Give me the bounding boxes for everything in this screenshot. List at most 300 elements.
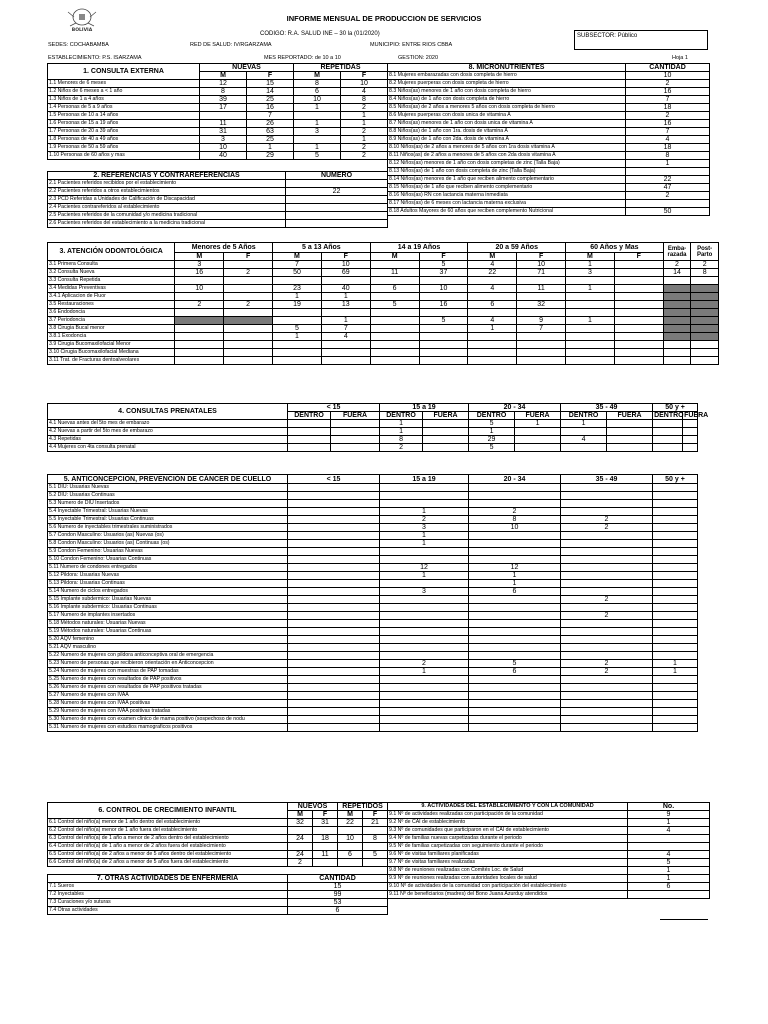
cell-value: 2 [224,269,273,277]
row-label: 6.5 Control del niño(a) de 2 años a menor de 5 años dentro del establecimiento [48,851,288,859]
cell-value: 5 [628,859,710,867]
s4-fuera: FUERA [331,412,380,420]
table-row [388,168,710,176]
cell-value: 4 [628,851,710,859]
cell-value [469,612,561,620]
cell-value [561,684,653,692]
row-label: 8.1 Mujeres embarazadas con dosis completa de hierro [388,72,626,80]
s9-no: No. [628,803,710,811]
table-row [48,144,388,152]
s6-f: F [363,811,388,819]
cell-value [653,700,698,708]
cell-value [288,843,313,851]
cell-value [224,349,273,357]
cell-value: 69 [321,269,370,277]
cell-value [380,620,469,628]
row-label: 5.24 Numero de mujeres con muestras de PAP tomadas [48,668,288,676]
cell-value [561,540,653,548]
cell-value [380,596,469,604]
cell-value [224,317,273,325]
cell-value [331,428,380,436]
cell-value: 2 [341,152,388,160]
cell-value [653,708,698,716]
cell-value: 10 [626,72,710,80]
cell-value: 1 [321,317,370,325]
cell-value: 7 [626,128,710,136]
cell-value [517,349,566,357]
cell-value [288,628,380,636]
cell-value [419,277,468,285]
actividades-table [387,802,710,899]
cell-value [653,636,698,644]
cell-value: 7 [517,325,566,333]
row-label: 7.2 Inyectables [48,891,288,899]
cell-value: 11 [517,285,566,293]
cell-value: 1 [294,104,341,112]
cell-value: 2 [663,261,691,269]
cell-value: 5 [273,325,322,333]
cell-value [653,428,683,436]
cell-value: 3 [200,136,247,144]
s7-title: 7. OTRAS ACTIVIDADES DE ENFERMERIA [48,875,288,883]
cell-value: 3 [175,261,224,269]
cell-value: 3 [380,524,469,532]
cell-value [288,516,380,524]
cell-value: 2 [288,859,313,867]
row-label: 4.4 Mujeres con 4ta consulta prenatal [48,444,288,452]
row-label: 5.19 Métodos naturales: Usuarias Continuas [48,628,288,636]
row-label: 3.1 Primera Consulta [48,261,175,269]
table-row [388,136,710,144]
cell-value: 5 [469,444,515,452]
cell-value: 1 [380,420,423,428]
cell-value [175,309,224,317]
cell-value [286,212,388,220]
row-label: 3.2 Consulta Nueva [48,269,175,277]
cell-value [380,708,469,716]
cell-value [653,644,698,652]
cell-value [288,636,380,644]
row-label: 3.8 Cirugia Bucal menor [48,325,175,333]
cell-value [653,628,698,636]
cell-value: 12 [200,80,247,88]
s8-title: 8. MICRONUTRIENTES [388,64,626,72]
cell-value [469,532,561,540]
cell-value: 1 [626,160,710,168]
cell-value [566,293,615,301]
s4-rows [48,420,698,452]
cell-value [653,684,698,692]
s4-group-0: < 15 [288,404,380,412]
table-row [48,899,388,907]
row-label: 7.4 Otras actividades [48,907,288,915]
cell-value [224,333,273,341]
table-row [48,96,388,104]
cell-value: 5 [363,851,388,859]
cell-value: 18 [626,144,710,152]
table-row [48,708,698,716]
cell-value [423,428,469,436]
cell-value [653,580,698,588]
table-row [388,875,710,883]
cell-value: 22 [286,188,388,196]
cell-value [561,428,607,436]
cell-value [469,644,561,652]
cell-value: 16 [419,301,468,309]
cell-value: 1 [380,540,469,548]
cell-value [288,524,380,532]
cell-value [224,285,273,293]
cell-value [288,652,380,660]
cell-value: 26 [247,120,294,128]
cell-value [370,325,419,333]
s4-group-3: 35 - 49 [561,404,653,412]
cell-value: 23 [273,285,322,293]
s1-m: M [200,72,247,80]
cell-value [653,444,683,452]
cell-value: 1 [468,325,517,333]
cell-value [273,277,322,285]
cell-value [626,200,710,208]
cell-value [380,652,469,660]
cell-value: 1 [628,819,710,827]
s6-m: M [338,811,363,819]
table-row [388,200,710,208]
table-row [48,333,719,341]
cell-value [423,420,469,428]
s6-f: F [313,811,338,819]
cell-value [288,827,313,835]
cell-value [380,644,469,652]
cell-value [313,859,338,867]
cell-value: 50 [626,208,710,216]
cell-value [286,220,388,228]
table-row [48,180,388,188]
row-label: 9.10 Nº de actividades de la comunidad con participación del establecimiento [388,883,628,891]
row-label: 5.9 Condon Femenino: Usuarias Nuevas [48,548,288,556]
cell-value [607,444,653,452]
cell-value: 12 [380,564,469,572]
cell-value [286,180,388,188]
cell-value [561,580,653,588]
cell-value [515,428,561,436]
table-row [48,500,698,508]
establecimiento-label: ESTABLECIMIENTO: P.S. ISARZAMA [48,55,142,61]
cell-value: 9 [628,811,710,819]
cell-value [653,564,698,572]
row-label: 1.7 Personas de 20 a 39 años [48,128,200,136]
row-label: 1.4 Personas de 5 a 9 años [48,104,200,112]
cell-value [517,293,566,301]
s4-dentro: DENTRO [469,412,515,420]
cell-value [663,309,691,317]
cell-value: 1 [380,428,423,436]
cell-value [331,444,380,452]
s2-numero: NUMERO [286,172,388,180]
cell-value [653,500,698,508]
row-label: 5.7 Condon Masculino: Usuarios (as) Nuevas (os) [48,532,288,540]
row-label: 8.5 Niños(as) de 2 años a menores 5 años con dosis completa de hierro [388,104,626,112]
cell-value: 1 [341,136,388,144]
table-row [48,532,698,540]
table-row [48,692,698,700]
row-label: 8.10 Niños(as) de 2 años a menores de 5 años con 1ra dosis vitamina A [388,144,626,152]
cell-value [561,564,653,572]
table-row [48,524,698,532]
table-row [388,88,710,96]
row-label: 9.11 Nº de beneficiarios (madres) del Bono Juana Azurduy atendidos [388,891,628,899]
row-label: 5.21 AQV masculino [48,644,288,652]
cell-value: 10 [175,285,224,293]
cell-value: 8 [363,835,388,843]
cell-value: 2 [561,660,653,668]
table-row [48,152,388,160]
consulta-externa-table [47,63,388,160]
cell-value [423,444,469,452]
cell-value [469,636,561,644]
cell-value [517,341,566,349]
table-row [48,269,719,277]
row-label: 8.3 Niños(as) menores de 1 año con dosis completa de hierro [388,88,626,96]
cell-value: 1 [380,532,469,540]
cell-value [607,428,653,436]
cell-value: 16 [247,104,294,112]
cell-value [469,692,561,700]
table-row [48,636,698,644]
cell-value: 1 [273,333,322,341]
s6-title: 6. CONTROL DE CRECIMIENTO INFANTIL [48,803,288,819]
table-row [48,128,388,136]
cell-value [321,357,370,365]
table-row [48,349,719,357]
cell-value [286,204,388,212]
table-row [48,88,388,96]
cell-value [566,301,615,309]
cell-value [653,676,698,684]
cell-value: 4 [468,317,517,325]
cell-value [370,277,419,285]
s5-group-0: < 15 [288,475,380,484]
row-label: 5.22 Numero de mujeres con pildora anticonceptiva oral de emergencia [48,652,288,660]
cell-value: 2 [341,104,388,112]
cell-value: 14 [247,88,294,96]
cell-value [288,620,380,628]
cell-value [515,436,561,444]
cell-value: 10 [294,96,341,104]
table-row [48,548,698,556]
table-row [48,827,388,835]
cell-value: 3 [566,269,615,277]
svg-text:BOLIVIA: BOLIVIA [71,28,93,33]
cell-value [380,716,469,724]
s4-dentro: DENTRO [654,412,684,419]
cell-value [288,588,380,596]
row-label: 8.8 Niños(as) de 1 año con 1ra. dosis de vitamina A [388,128,626,136]
cell-value [273,309,322,317]
s3-f: F [321,253,370,261]
row-label: 5.2 DIU: Usuarias Continuas [48,492,288,500]
s3-f: F [517,253,566,261]
municipio-label: MUNICIPIO: ENTRE RIOS CBBA [370,42,453,48]
s1-f: F [247,72,294,80]
cell-value: 15 [247,80,294,88]
row-label: 3.8.1 Exodoncia [48,333,175,341]
table-row [388,811,710,819]
cell-value [691,357,719,365]
row-label: 9.2 Nº de CAI de establecimiento [388,819,628,827]
row-label: 8.15 Niños(as) de 1 año que reciben alimento complementario [388,184,626,192]
cell-value [288,420,331,428]
table-row [388,176,710,184]
cell-value [561,444,607,452]
cell-value [626,168,710,176]
row-label: 5.3 Numero de DIU Insertados [48,500,288,508]
cell-value: 1 [247,144,294,152]
crecimiento-table [47,802,388,867]
s3-group-1: 5 a 13 Años [273,243,371,253]
cell-value: 1 [380,668,469,676]
s1-nuevas: NUEVAS [200,64,294,72]
s3-m: M [273,253,322,261]
table-row [388,859,710,867]
table-row [388,152,710,160]
cell-value [614,341,663,349]
cell-value: 10 [200,144,247,152]
row-label: 3.4.1 Aplicacion de Fluor [48,293,175,301]
cell-value [653,612,698,620]
cell-value: 63 [247,128,294,136]
table-row [388,851,710,859]
cell-value: 5 [370,301,419,309]
hoja-label: Hoja 1 [672,55,688,61]
cell-value [288,596,380,604]
cell-value: 2 [691,261,719,269]
enfermeria-table [47,874,388,915]
cell-value [561,484,653,492]
row-label: 8.14 Niños(as) menores de 1 año que reciben alimento complementario [388,176,626,184]
cell-value [561,604,653,612]
cell-value: 10 [517,261,566,269]
cell-value [561,500,653,508]
cell-value [288,668,380,676]
row-label: 9.6 Nº de visitas familiares planificadas [388,851,628,859]
cell-value [224,325,273,333]
table-row [388,208,710,216]
table-row [388,80,710,88]
table-row [48,293,719,301]
row-label: 9.3 Nº de comunidades que participaron en el CAI de establecimiento [388,827,628,835]
cell-value [380,692,469,700]
cell-value [313,843,338,851]
cell-value [288,548,380,556]
cell-value [468,341,517,349]
cell-value [175,277,224,285]
table-row [388,819,710,827]
table-row [48,843,388,851]
s3-m: M [468,253,517,261]
cell-value [468,277,517,285]
row-label: 5.11 Numero de condones entregados [48,564,288,572]
s5-group-3: 35 - 49 [561,475,653,484]
table-row [48,684,698,692]
cell-value: 8 [200,88,247,96]
cell-value: 39 [200,96,247,104]
cell-value [380,676,469,684]
cell-value: 8 [626,152,710,160]
cell-value [419,309,468,317]
cell-value: 5 [419,261,468,269]
row-label: 9.1 Nº de actividades realizadas con participación de la comunidad [388,811,628,819]
table-row [48,436,698,444]
row-label: 1.10 Personas de 60 años y mas [48,152,200,160]
cell-value: 1 [469,572,561,580]
s4-fuera: FUERA [684,412,709,419]
cell-value [469,540,561,548]
cell-value [380,628,469,636]
cell-value [614,301,663,309]
cell-value: 1 [469,580,561,588]
row-label: 5.12 Pildora: Usuarias Nuevas [48,572,288,580]
s3-group-4: 60 Años y Mas [566,243,664,253]
signature-line [660,919,708,920]
table-row [48,628,698,636]
cell-value [691,341,719,349]
s3-m: M [566,253,615,261]
cell-value: 29 [469,436,515,444]
s3-rows [48,261,719,365]
cell-value [469,492,561,500]
cell-value [419,325,468,333]
cell-value [370,341,419,349]
cell-value: 32 [517,301,566,309]
cell-value [288,580,380,588]
cell-value: 11 [370,269,419,277]
cell-value [294,136,341,144]
cell-value [288,500,380,508]
cell-value [653,532,698,540]
row-label: 6.6 Control del niño(a) de 2 años a menor de 5 años fuera del establecimiento [48,859,288,867]
s1-rows [48,80,388,160]
s1-repetidas: REPETIDAS [294,64,388,72]
row-label: 5.14 Numero de ciclos entregados [48,588,288,596]
cell-value [363,859,388,867]
cell-value: 50 [273,269,322,277]
s4-group-4: 50 y + [653,404,698,412]
s3-f: F [224,253,273,261]
row-label: 8.18 Adultos Mayores de 60 años que reciben complemento Nutricional [388,208,626,216]
row-label: 9.5 Nº de familias carpetizadas con seguimiento durante el periodo [388,843,628,851]
row-label: 2.5 Pacientes referidos de la comunidad y/o medicina tradicional [48,212,286,220]
row-label: 5.5 Inyectable Trimestral: Usuarias Continuas [48,516,288,524]
s3-group-3: 20 a 59 Años [468,243,566,253]
cell-value [175,333,224,341]
cell-value [419,349,468,357]
cell-value [370,309,419,317]
s4-fuera: FUERA [515,412,561,420]
s3-group-0: Menores de 5 Años [175,243,273,253]
cell-value [321,277,370,285]
row-label: 6.4 Control del niño(a) de 1 año a menor de 2 años fuera del establecimiento [48,843,288,851]
red-label: RED DE SALUD: IV/RGARZAMA [190,42,272,48]
cell-value [321,341,370,349]
table-row [48,444,698,452]
cell-value [614,269,663,277]
cell-value [469,620,561,628]
cell-value [224,261,273,269]
cell-value: 4 [561,436,607,444]
cell-value: 21 [363,819,388,827]
cell-value: 4 [626,136,710,144]
